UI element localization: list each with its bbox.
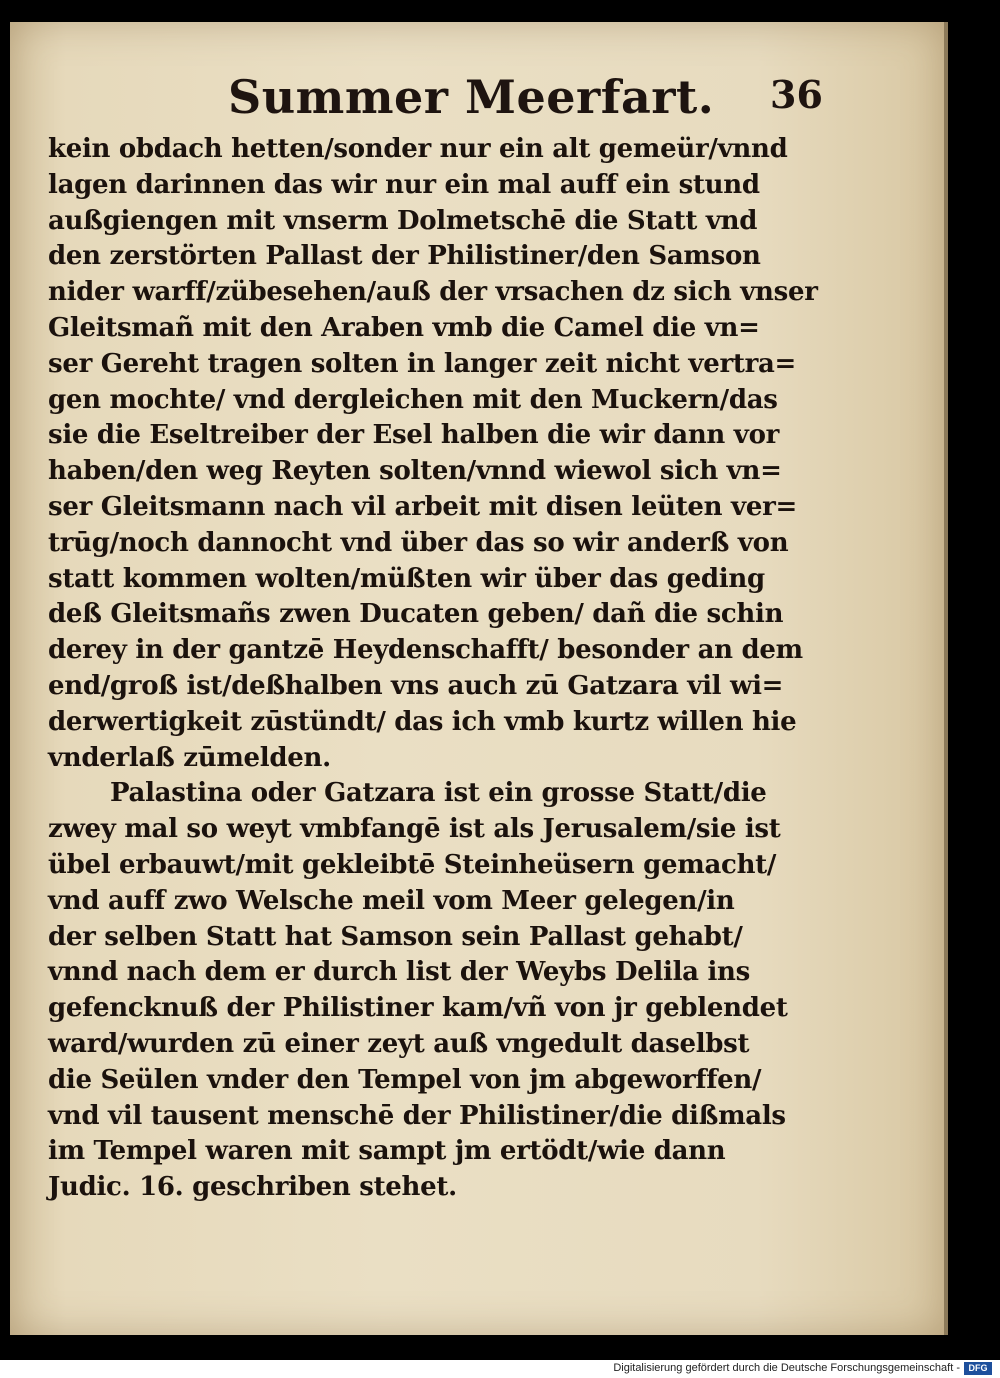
paragraph-start-line: Palastina oder Gatzara ist ein grosse Statt/die <box>110 778 767 809</box>
text-line: vnnd nach dem er durch list der Weybs Delila ins <box>48 957 750 988</box>
text-line: ser Gereht tragen solten in langer zeit nicht vertra= <box>48 348 797 379</box>
text-line: außgiengen mit vnserm Dolmetschē die Statt vnd <box>48 205 758 236</box>
text-line: ser Gleitsmann nach vil arbeit mit disen leüten ver= <box>48 491 797 522</box>
text-line: die Seülen vnder den Tempel von jm abgeworffen/ <box>48 1064 762 1095</box>
page-edge <box>944 22 948 1335</box>
text-line: vnd vil tausent menschē der Philistiner/die dißmals <box>48 1100 786 1131</box>
text-line: kein obdach hetten/sonder nur ein alt gemeür/vnnd <box>48 134 788 164</box>
text-line: end/groß ist/deßhalben vns auch zū Gatzara vil wi= <box>48 670 784 701</box>
text-line: statt kommen wolten/müßten wir über das geding <box>48 563 765 594</box>
text-line: gefencknuß der Philistiner kam/vñ von jr geblendet <box>48 993 788 1024</box>
text-line: vnd auff zwo Welsche meil vom Meer gelegen/in <box>48 885 735 916</box>
text-line: derwertigkeit zūstündt/ das ich vmb kurtz willen hie <box>48 706 797 737</box>
text-line: trūg/noch dannocht vnd über das so wir anderß von <box>48 527 789 558</box>
dfg-logo-icon: DFG <box>964 1362 992 1375</box>
text-line: im Tempel waren mit sampt jm ertödt/wie dann <box>48 1136 726 1167</box>
text-line: den zerstörten Pallast der Philistiner/den Samson <box>48 241 761 272</box>
text-line: vnderlaß zūmelden. <box>48 742 331 773</box>
text-line: derey in der gantzē Heydenschafft/ besonder an dem <box>48 635 803 666</box>
text-line: sie die Eseltreiber der Esel halben die wir dann vor <box>48 420 780 451</box>
text-line: Judic. 16. geschriben stehet. <box>48 1172 457 1203</box>
text-line: der selben Statt hat Samson sein Pallast gehabt/ <box>48 921 743 952</box>
text-line: deß Gleitsmañs zwen Ducaten geben/ dañ die schin <box>48 599 784 630</box>
text-line: gen mochte/ vnd dergleichen mit den Muckern/das <box>48 384 778 415</box>
page-number: 36 <box>770 72 823 117</box>
running-title: Summer Meerfart. <box>228 70 715 124</box>
text-line: lagen darinnen das wir nur ein mal auff ein stund <box>48 169 760 200</box>
text-line: Gleitsmañ mit den Araben vmb die Camel die vn= <box>48 312 760 343</box>
funding-credit-bar <box>0 1360 1000 1378</box>
text-line: zwey mal so weyt vmbfangē ist als Jerusalem/sie ist <box>48 814 781 845</box>
text-line: haben/den weg Reyten solten/vnnd wiewol sich vn= <box>48 456 782 487</box>
text-line: nider warff/zübesehen/auß der vrsachen dz sich vnser <box>48 277 818 308</box>
funding-credit-text: Digitalisierung gefördert durch die Deutsche Forschungsgemeinschaft - <box>613 1362 960 1374</box>
book-page <box>10 22 944 1335</box>
running-head <box>10 70 944 130</box>
text-line: übel erbauwt/mit gekleibtē Steinheüsern gemacht/ <box>48 849 777 880</box>
text-line: ward/wurden zū einer zeyt auß vngedult daselbst <box>48 1028 750 1059</box>
body-text <box>48 132 838 1206</box>
